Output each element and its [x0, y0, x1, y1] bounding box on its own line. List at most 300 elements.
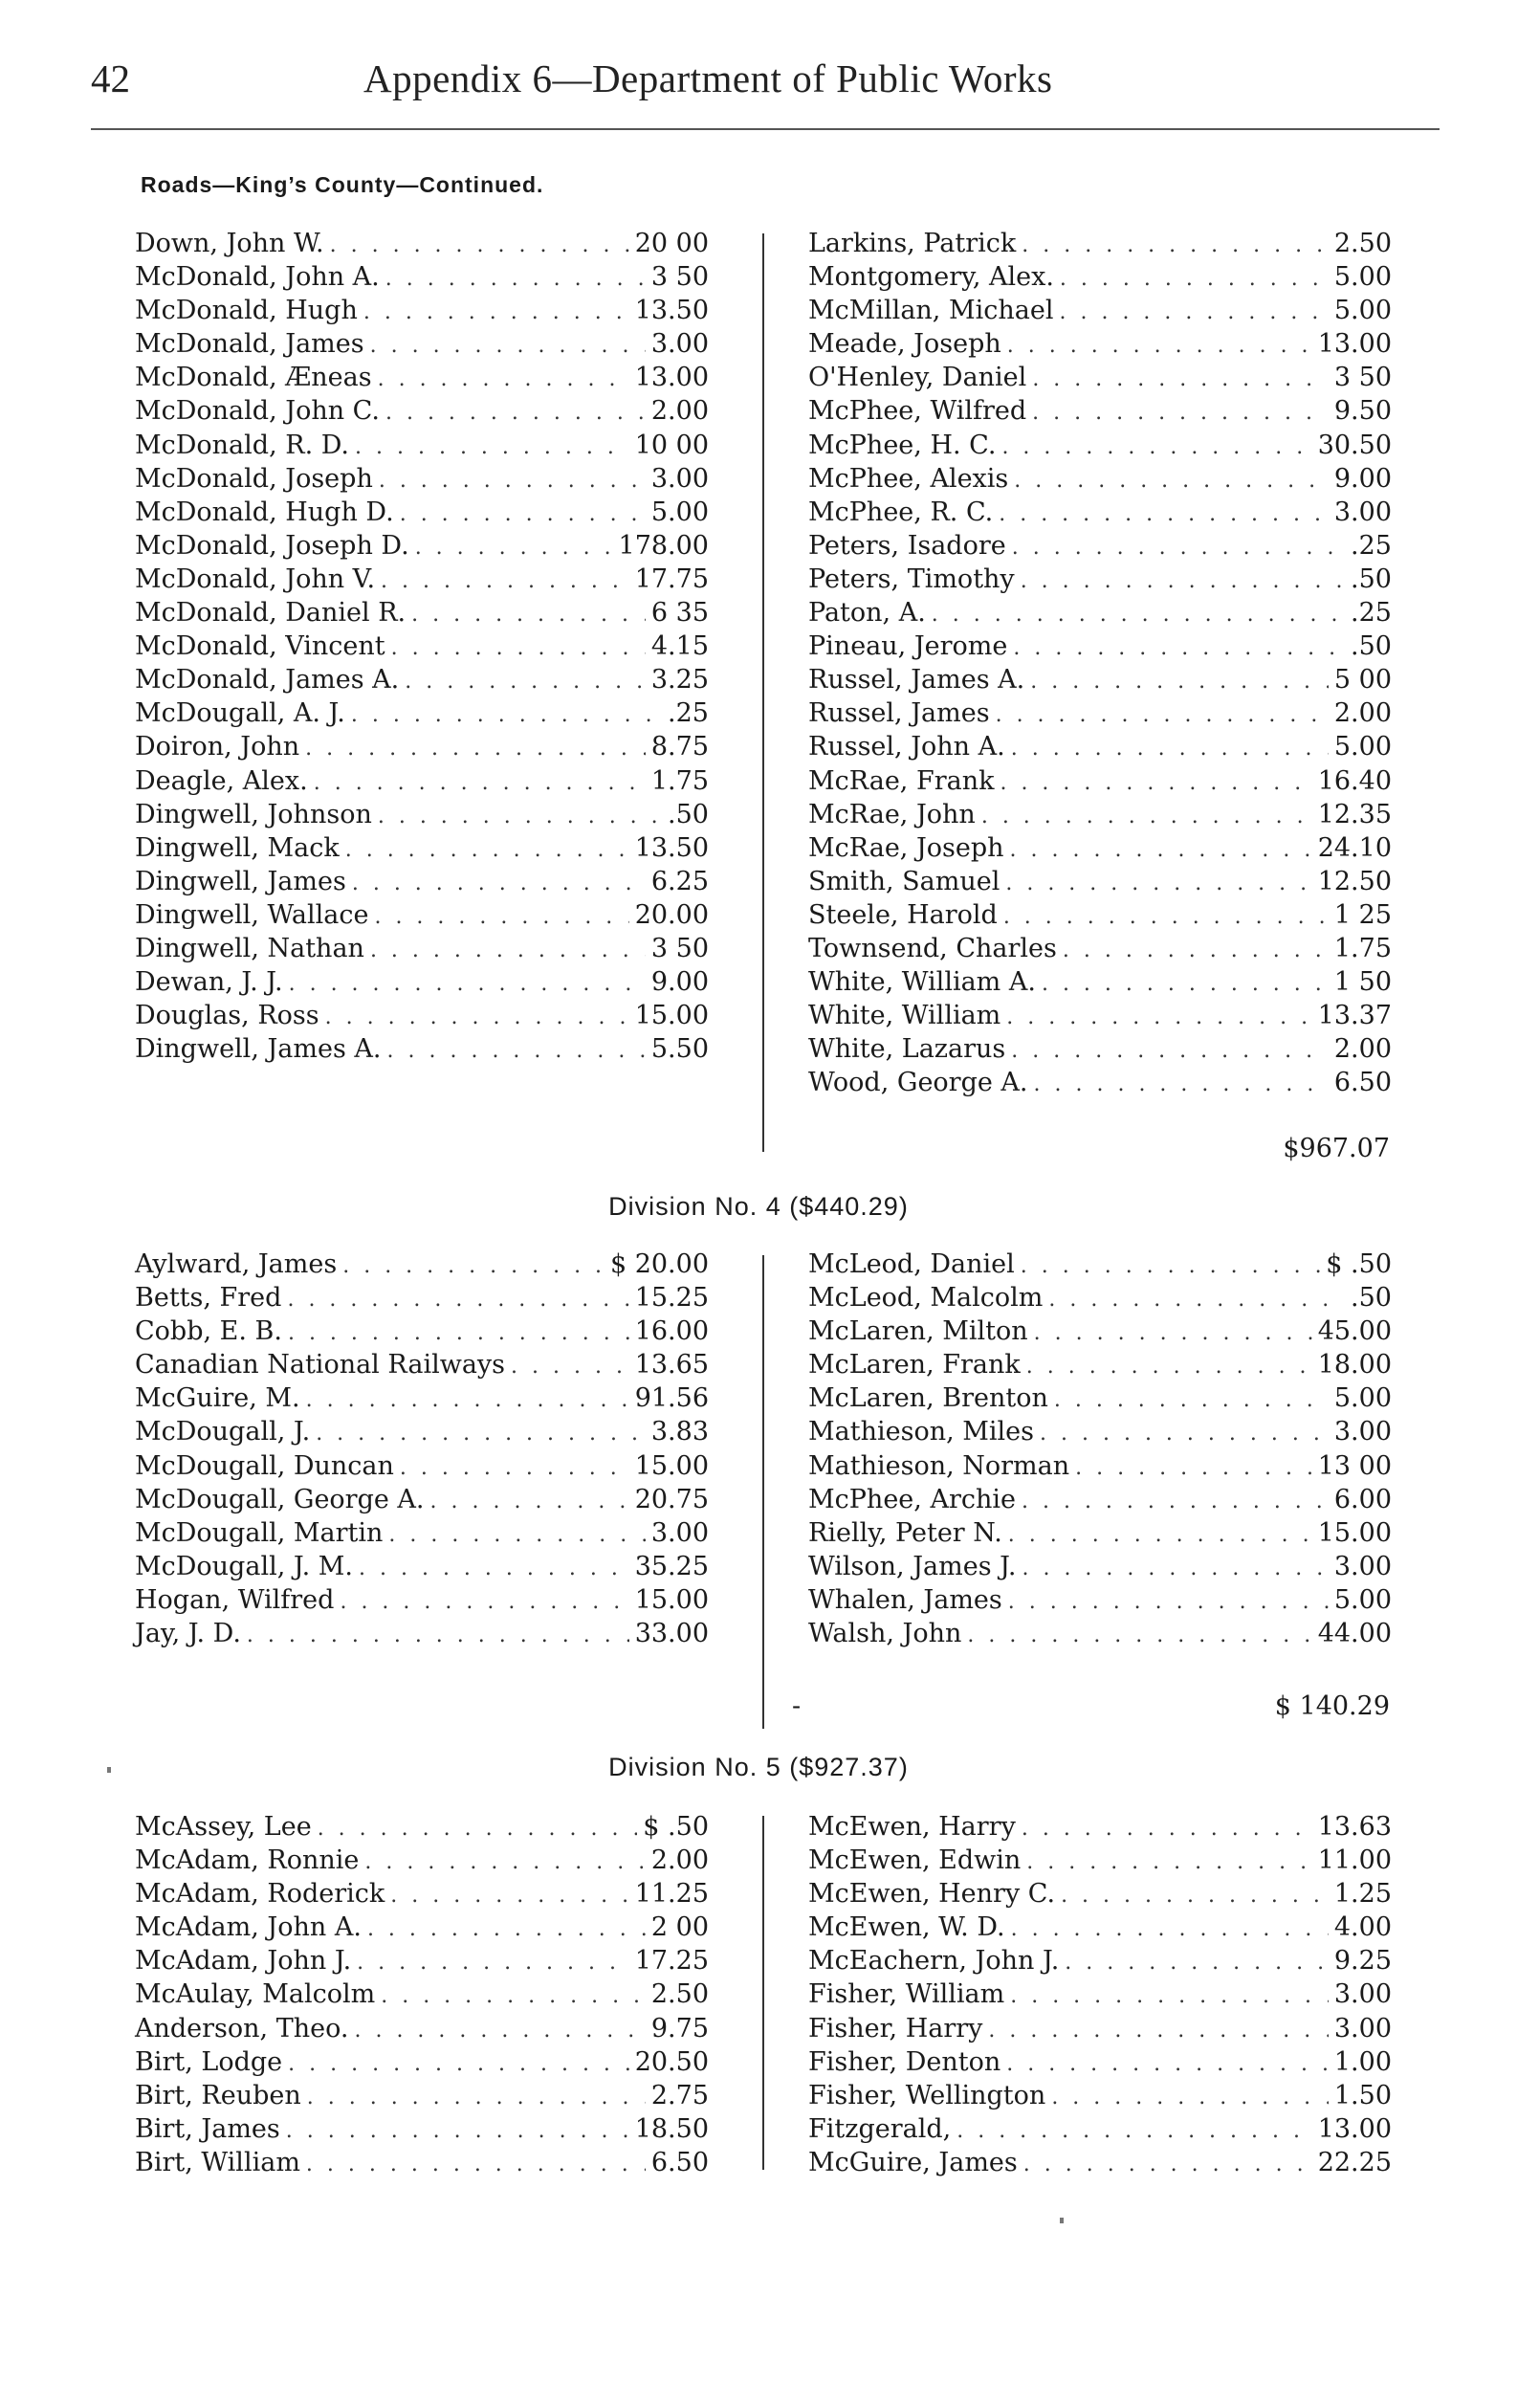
payee-name: Montgomery, Alex. — [808, 262, 1054, 293]
dot-leader — [351, 698, 662, 732]
payee-name: Fisher, William — [808, 1979, 1005, 2010]
ledger-row — [135, 596, 709, 630]
payee-name: McGuire, James — [808, 2147, 1018, 2177]
payment-amount: 5.00 — [1333, 262, 1392, 293]
ledger-row — [808, 730, 1392, 763]
ledger-row — [808, 831, 1392, 865]
payee-name: McDonald, John A. — [135, 262, 380, 293]
dot-leader — [247, 1619, 629, 1652]
ledger-row — [135, 227, 709, 260]
ledger-row — [808, 1583, 1392, 1617]
payment-amount: .25 — [668, 698, 709, 729]
ledger-row — [135, 563, 709, 596]
ledger-row — [808, 798, 1392, 831]
payment-amount: 9.00 — [1333, 463, 1392, 494]
payee-name: McAdam, John A. — [135, 1912, 362, 1943]
ledger-row — [808, 1483, 1392, 1516]
payment-amount: 20 00 — [634, 229, 709, 258]
payment-amount: 22.25 — [1317, 2147, 1392, 2177]
payment-amount: 1 25 — [1333, 899, 1392, 930]
payee-name: McEwen, Edwin — [808, 1845, 1022, 1876]
payment-amount: 15.00 — [1317, 1517, 1392, 1548]
dot-leader — [286, 2114, 629, 2148]
dot-leader — [387, 1034, 646, 1068]
ledger-row — [808, 1911, 1392, 1944]
payment-amount: 20.50 — [634, 2046, 709, 2077]
ledger-row — [135, 1617, 709, 1650]
dot-leader — [1060, 262, 1329, 296]
dot-leader — [1013, 631, 1345, 665]
dot-leader — [1032, 363, 1329, 396]
payee-name: McLeod, Malcolm — [808, 1283, 1044, 1314]
payment-amount: 9.00 — [650, 967, 709, 998]
payee-name: Dingwell, James A. — [135, 1034, 382, 1065]
ledger-row — [808, 327, 1392, 361]
ledger-row — [808, 630, 1392, 663]
ledger-row — [135, 865, 709, 898]
dot-leader — [1034, 1068, 1329, 1101]
payee-name: McAdam, John J. — [135, 1946, 352, 1977]
ledger-row — [808, 1415, 1392, 1448]
payee-name: McDonald, Hugh D. — [135, 497, 394, 527]
dot-leader — [1059, 296, 1328, 329]
dot-leader — [289, 967, 646, 1001]
payment-amount: 2.75 — [650, 2080, 709, 2110]
dot-leader — [355, 431, 629, 464]
division-5-left-column — [135, 1810, 709, 2179]
payment-amount: 12.50 — [1317, 866, 1392, 896]
payee-name: Down, John W. — [135, 229, 324, 258]
ledger-row — [808, 227, 1392, 260]
ledger-row — [135, 2112, 709, 2146]
payment-amount: 3 50 — [1333, 363, 1392, 393]
payment-amount: 3.00 — [1333, 1979, 1392, 2010]
payment-amount: 20.00 — [634, 899, 709, 930]
dot-leader — [1011, 1034, 1329, 1068]
ledger-row — [135, 2012, 709, 2045]
payment-amount: 17.75 — [634, 563, 709, 594]
payee-name: Russel, James — [808, 698, 990, 729]
ledger-row — [135, 1281, 709, 1314]
ledger-row — [135, 429, 709, 462]
payment-amount: 2.00 — [1333, 698, 1392, 729]
payment-amount: 13.00 — [634, 363, 709, 393]
ledger-row — [135, 2146, 709, 2179]
ledger-row — [135, 932, 709, 965]
dot-leader — [1063, 934, 1329, 967]
dot-leader — [967, 1619, 1311, 1652]
dot-leader — [379, 464, 646, 497]
dot-leader — [385, 262, 646, 296]
payee-name: Whalen, James — [808, 1584, 1002, 1615]
dot-leader — [1001, 431, 1311, 464]
payee-name: McPhee, Alexis — [808, 463, 1009, 494]
ledger-row — [135, 663, 709, 696]
dot-leader — [1006, 2047, 1329, 2081]
ledger-row — [135, 1248, 709, 1281]
payee-name: Larkins, Patrick — [808, 229, 1017, 258]
payment-amount: 9.50 — [1333, 396, 1392, 427]
payee-name: McPhee, Wilfred — [808, 396, 1027, 427]
ledger-row — [808, 898, 1392, 932]
dot-leader — [370, 934, 646, 967]
dot-leader — [932, 598, 1345, 631]
ledger-row — [135, 394, 709, 428]
payee-name: Steele, Harold — [808, 899, 998, 930]
ledger-row — [135, 462, 709, 496]
payment-amount: 16.40 — [1317, 765, 1392, 796]
dot-leader — [352, 867, 646, 900]
payee-name: Birt, James — [135, 2113, 280, 2144]
ledger-row — [808, 496, 1392, 529]
payment-amount: 15.00 — [634, 1450, 709, 1481]
payment-amount: 3.83 — [650, 1417, 709, 1447]
ledger-row — [135, 1911, 709, 1944]
payment-amount: 3 50 — [650, 933, 709, 963]
page-header — [91, 55, 1440, 109]
payee-name: White, Lazarus — [808, 1034, 1006, 1065]
payee-name: Townsend, Charles — [808, 933, 1057, 963]
payment-amount: 6.25 — [650, 866, 709, 896]
payment-amount: 2.50 — [650, 1979, 709, 2010]
payee-name: McMillan, Michael — [808, 296, 1054, 326]
payee-name: Hogan, Wilfred — [135, 1584, 335, 1615]
ledger-row — [135, 529, 709, 563]
payee-name: Wood, George A. — [808, 1068, 1028, 1098]
payee-name: McAdam, Roderick — [135, 1879, 385, 1910]
payee-name: Fisher, Harry — [808, 2013, 983, 2043]
dot-leader — [1061, 1879, 1329, 1912]
payee-name: Dingwell, Nathan — [135, 933, 364, 963]
payee-name: McDougall, Duncan — [135, 1450, 394, 1481]
payment-amount: 6.50 — [650, 2147, 709, 2177]
payment-amount: $ .50 — [1326, 1249, 1392, 1279]
payee-name: McDonald, James — [135, 329, 364, 360]
dot-leader — [363, 296, 629, 329]
ledger-row — [135, 1449, 709, 1483]
payee-name: McDonald, Joseph — [135, 463, 373, 494]
payee-name: White, William — [808, 1001, 1001, 1031]
dot-leader — [1054, 1383, 1329, 1417]
payee-name: Dingwell, Mack — [135, 832, 340, 863]
payment-amount: 5.00 — [1333, 1584, 1392, 1615]
payee-name: Fitzgerald, — [808, 2113, 952, 2144]
dot-leader — [411, 598, 646, 631]
payee-name: Aylward, James — [135, 1249, 338, 1279]
ledger-row — [135, 2045, 709, 2079]
payment-amount: 178.00 — [618, 530, 709, 561]
dot-leader — [354, 2014, 645, 2047]
ledger-row — [135, 1381, 709, 1415]
payee-name: Peters, Timothy — [808, 563, 1015, 594]
payment-amount: 13.00 — [1317, 329, 1392, 360]
dot-leader — [340, 1585, 628, 1619]
dot-leader — [1026, 1350, 1312, 1383]
dot-leader — [1014, 464, 1329, 497]
payee-name: Wilson, James J. — [808, 1551, 1017, 1581]
payee-name: Russel, John A. — [808, 732, 1005, 762]
ledger-row — [135, 730, 709, 763]
ledger-row — [808, 1844, 1392, 1877]
dot-leader — [988, 2014, 1328, 2047]
column-divider — [762, 1816, 764, 2170]
dot-leader — [359, 1552, 629, 1585]
payee-name: McLaren, Brenton — [808, 1383, 1048, 1414]
payee-name: McDonald, R. D. — [135, 430, 350, 460]
dot-leader — [287, 1283, 628, 1316]
dot-leader — [1065, 1946, 1329, 1979]
dot-leader — [330, 229, 629, 262]
payee-name: McEwen, Henry C. — [808, 1879, 1056, 1910]
dot-leader — [400, 1451, 629, 1485]
payment-amount: 3.00 — [1333, 497, 1392, 527]
payment-amount: 33.00 — [634, 1619, 709, 1649]
dot-leader — [1022, 1812, 1312, 1845]
payee-name: White, William A. — [808, 967, 1036, 998]
payment-amount: 45.00 — [1317, 1316, 1392, 1347]
dot-leader — [318, 1812, 638, 1845]
payment-amount: 1.75 — [1333, 933, 1392, 963]
payment-amount: 6.00 — [1333, 1484, 1392, 1514]
payment-amount: .25 — [1351, 598, 1392, 629]
payment-amount: 11.00 — [1317, 1845, 1392, 1876]
payment-amount: 13.00 — [1317, 2113, 1392, 2144]
dot-leader — [1042, 967, 1329, 1001]
payment-amount: 11.25 — [634, 1879, 709, 1910]
dot-leader — [1010, 833, 1312, 867]
ledger-row — [135, 1877, 709, 1911]
payment-amount: 3.00 — [1333, 2013, 1392, 2043]
ledger-row — [135, 965, 709, 999]
dot-leader — [1048, 1283, 1345, 1316]
payee-name: McDougall, Martin — [135, 1517, 384, 1548]
payment-amount: 1 50 — [1333, 967, 1392, 998]
ledger-row — [135, 1550, 709, 1583]
column-divider — [762, 1255, 764, 1729]
payee-name: Fisher, Denton — [808, 2046, 1001, 2077]
division-4-right-column — [808, 1248, 1392, 1650]
payee-name: McDonald, Æneas — [135, 363, 372, 393]
dot-leader — [374, 900, 628, 934]
dot-leader — [400, 497, 646, 531]
dot-leader — [996, 698, 1329, 732]
ledger-row — [135, 1415, 709, 1448]
payment-amount: 16.00 — [634, 1316, 709, 1347]
ledger-row — [808, 1617, 1392, 1650]
ledger-row — [808, 260, 1392, 294]
payee-name: Fisher, Wellington — [808, 2080, 1046, 2110]
section-1-total: $967.07 — [1283, 1134, 1390, 1163]
dot-leader — [1075, 1451, 1312, 1485]
ledger-row — [135, 1516, 709, 1550]
dot-leader — [1003, 900, 1329, 934]
ledger-row — [135, 1483, 709, 1516]
dot-leader — [1022, 229, 1329, 262]
payment-amount: $ .50 — [643, 1812, 709, 1842]
ledger-row — [135, 898, 709, 932]
ledger-row — [135, 496, 709, 529]
payment-amount: 13.65 — [634, 1350, 709, 1381]
payee-name: McRae, Joseph — [808, 832, 1004, 863]
payee-name: McDonald, Daniel R. — [135, 598, 407, 629]
ledger-row — [808, 999, 1392, 1032]
payment-amount: 20.75 — [634, 1484, 709, 1514]
payment-amount: 4.00 — [1333, 1912, 1392, 1943]
payee-name: Birt, Lodge — [135, 2046, 283, 2077]
dot-leader — [306, 2148, 646, 2181]
division-4-total: $ 140.29 — [1274, 1691, 1390, 1721]
payee-name: Douglas, Ross — [135, 1001, 319, 1031]
payment-amount: .25 — [1351, 530, 1392, 561]
payee-name: Mathieson, Norman — [808, 1450, 1070, 1481]
payee-name: Rielly, Peter N. — [808, 1517, 1002, 1548]
payment-amount: $ 20.00 — [609, 1249, 709, 1279]
ledger-row — [808, 2045, 1392, 2079]
ledger-row — [808, 1066, 1392, 1099]
payee-name: Dingwell, Wallace — [135, 899, 369, 930]
print-speck — [1060, 2218, 1064, 2223]
payee-name: O'Henley, Daniel — [808, 363, 1027, 393]
dot-leader — [345, 833, 629, 867]
payment-amount: 15.00 — [634, 1001, 709, 1031]
dot-leader — [367, 1912, 646, 1946]
payment-amount: 13.63 — [1317, 1812, 1392, 1842]
payment-amount: 91.56 — [634, 1383, 709, 1414]
ledger-row — [808, 764, 1392, 798]
dot-leader — [1023, 2148, 1312, 2181]
dot-leader — [1012, 531, 1345, 564]
dot-leader — [314, 766, 646, 800]
dot-leader — [1008, 1585, 1329, 1619]
payment-amount: 35.25 — [634, 1551, 709, 1581]
payee-name: Pineau, Jerome — [808, 631, 1008, 662]
payment-amount: 1.25 — [1333, 1879, 1392, 1910]
ledger-row — [808, 965, 1392, 999]
ledger-row — [808, 2112, 1392, 2146]
payee-name: Paton, A. — [808, 598, 926, 629]
ledger-row — [135, 831, 709, 865]
dot-leader — [381, 1979, 646, 2013]
payment-amount: 3.00 — [650, 329, 709, 360]
payee-name: McDougall, A. J. — [135, 698, 345, 729]
payment-amount: 17.25 — [634, 1946, 709, 1977]
payee-name: Deagle, Alex. — [135, 765, 308, 796]
dot-leader — [415, 531, 613, 564]
payee-name: McLaren, Frank — [808, 1350, 1021, 1381]
payment-amount: 18.50 — [634, 2113, 709, 2144]
dot-leader — [1008, 1518, 1312, 1552]
payment-amount: 3 50 — [650, 262, 709, 293]
dot-leader — [378, 363, 629, 396]
ledger-row — [808, 663, 1392, 696]
ledger-row — [808, 429, 1392, 462]
payee-name: McAdam, Ronnie — [135, 1845, 360, 1876]
payment-amount: 1.75 — [650, 765, 709, 796]
payment-amount: 10 00 — [634, 430, 709, 460]
ledger-row — [808, 2079, 1392, 2112]
payment-amount: 3.00 — [1333, 1417, 1392, 1447]
dot-leader — [306, 1383, 629, 1417]
dot-leader — [1010, 1979, 1329, 2013]
payee-name: Dingwell, James — [135, 866, 346, 896]
dot-leader — [1021, 1249, 1321, 1283]
payment-amount: .50 — [1351, 1283, 1392, 1314]
ledger-row — [135, 1944, 709, 1977]
ledger-row — [135, 1810, 709, 1844]
payee-name: Cobb, E. B. — [135, 1316, 282, 1347]
dot-leader — [370, 329, 646, 363]
payee-name: McDougall, George A. — [135, 1484, 425, 1514]
dot-leader — [307, 2081, 646, 2114]
dot-leader — [357, 1946, 629, 1979]
payment-amount: .50 — [1351, 631, 1392, 662]
payee-name: Jay, J. D. — [135, 1619, 241, 1649]
dot-leader — [1022, 1552, 1328, 1585]
payee-name: McDonald, Joseph D. — [135, 530, 409, 561]
dot-leader — [1000, 766, 1311, 800]
payee-name: McAulay, Malcolm — [135, 1979, 376, 2010]
section-1-right-column — [808, 227, 1392, 1099]
dot-leader — [1006, 1001, 1311, 1034]
payment-amount: 2.50 — [1333, 229, 1392, 258]
section-1-left-column — [135, 227, 709, 1066]
ledger-row — [135, 1583, 709, 1617]
dot-leader — [1011, 732, 1329, 765]
section-subtitle: Roads—King’s County—Continued. — [141, 172, 544, 197]
payee-name: Birt, William — [135, 2147, 300, 2177]
payment-amount: 5 00 — [1333, 665, 1392, 696]
dot-leader — [1021, 564, 1345, 598]
ledger-row — [135, 630, 709, 663]
ledger-row — [808, 865, 1392, 898]
payee-name: McDonald, Hugh — [135, 296, 358, 326]
dot-leader — [1022, 1485, 1329, 1518]
payment-amount: .50 — [1351, 563, 1392, 594]
ledger-row — [135, 1032, 709, 1066]
payee-name: McDonald, John V. — [135, 563, 376, 594]
ledger-row — [808, 1977, 1392, 2011]
payment-amount: 30.50 — [1317, 430, 1392, 460]
payment-amount: 3.00 — [650, 1517, 709, 1548]
payee-name: Dingwell, Johnson — [135, 799, 372, 829]
payment-amount: 13.50 — [634, 296, 709, 326]
dot-leader — [385, 396, 646, 430]
ledger-row — [808, 1314, 1392, 1348]
dot-leader — [364, 1845, 645, 1879]
division-4-left-column — [135, 1248, 709, 1650]
payee-name: Walsh, John — [808, 1619, 962, 1649]
payment-amount: 18.00 — [1317, 1350, 1392, 1381]
ledger-row — [135, 999, 709, 1032]
dot-leader — [405, 665, 646, 698]
payment-amount: 6.50 — [1333, 1068, 1392, 1098]
payment-amount: 5.00 — [1333, 732, 1392, 762]
payment-amount: 9.25 — [1333, 1946, 1392, 1977]
dot-leader — [981, 800, 1312, 833]
header-rule — [91, 128, 1440, 130]
payee-name: McDougall, J. M. — [135, 1551, 353, 1581]
ledger-row — [808, 1281, 1392, 1314]
dot-leader — [1030, 665, 1329, 698]
ledger-row — [135, 696, 709, 730]
payment-amount: 1.00 — [1333, 2046, 1392, 2077]
payment-amount: 5.00 — [1333, 1383, 1392, 1414]
dot-leader — [999, 497, 1329, 531]
dot-leader — [288, 2047, 629, 2081]
payment-amount: 2.00 — [650, 1845, 709, 1876]
ledger-row — [808, 596, 1392, 630]
payee-name: Peters, Isadore — [808, 530, 1006, 561]
